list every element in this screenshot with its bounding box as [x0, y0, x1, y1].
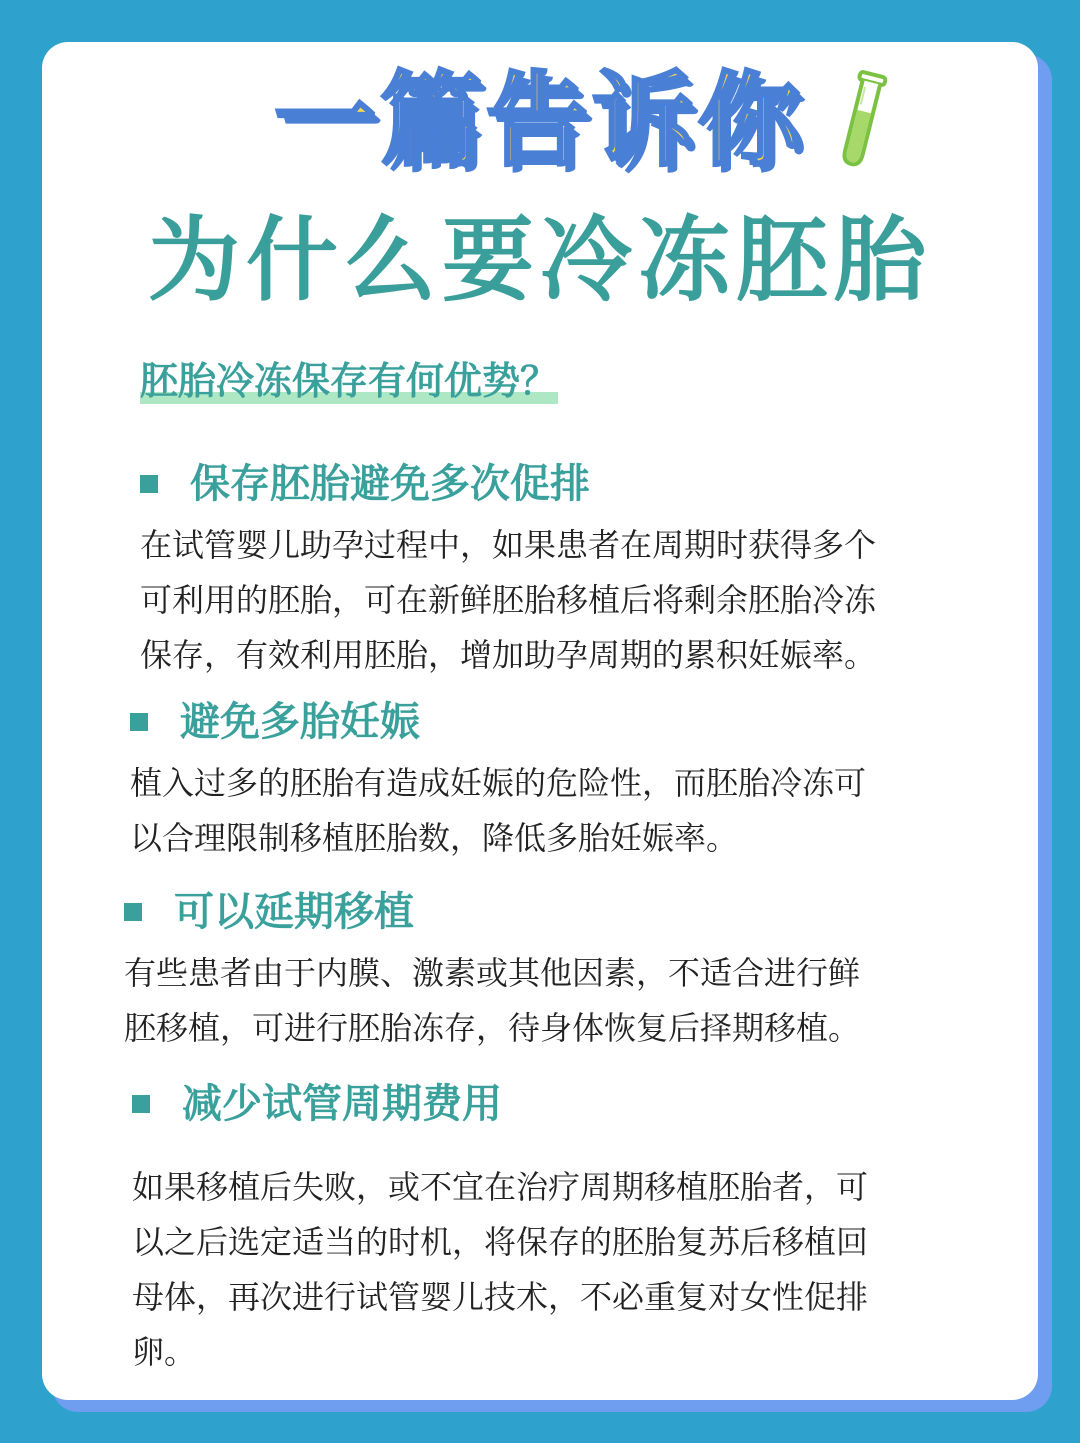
- section-body: [130, 756, 930, 866]
- body-line: 保存，有效利用胚胎，增加助孕周期的累积妊娠率。: [140, 636, 877, 674]
- body-line: 在试管婴儿助孕过程中，如果患者在周期时获得多个: [140, 526, 877, 564]
- square-bullet-icon: [140, 475, 158, 493]
- square-bullet-icon: [132, 1095, 150, 1113]
- section-title: 可以延期移植: [174, 889, 414, 935]
- section-title: 保存胚胎避免多次促排: [190, 461, 590, 507]
- section-body: [124, 946, 924, 1056]
- body-line: 卵。: [132, 1333, 197, 1371]
- body-line: 如果移植后失败，或不宜在治疗周期移植胚胎者，可: [132, 1168, 869, 1206]
- section-avoid-multiple-pregnancy: [130, 694, 930, 866]
- section-body: [140, 518, 940, 683]
- body-line: 以合理限制移植胚胎数，降低多胎妊娠率。: [130, 819, 739, 857]
- square-bullet-icon: [130, 713, 148, 731]
- question-heading-wrap: [140, 356, 558, 406]
- body-line: 植入过多的胚胎有造成妊娠的危险性，而胚胎冷冻可: [130, 764, 867, 802]
- section-title: 避免多胎妊娠: [180, 699, 420, 745]
- section-title: 减少试管周期费用: [182, 1081, 502, 1127]
- question-heading: [140, 356, 558, 406]
- title-line-1: 一篇告诉你: [274, 62, 804, 181]
- question-text: 胚胎冷冻保存有何优势？: [140, 359, 559, 403]
- title-row: [0, 62, 1080, 182]
- body-line: 母体，再次进行试管婴儿技术，不必重复对女性促排: [132, 1278, 869, 1316]
- section-header: [132, 1076, 932, 1132]
- section-store-embryos: [140, 456, 940, 683]
- test-tube-icon: [826, 65, 896, 175]
- square-bullet-icon: [124, 903, 142, 921]
- body-line: 可利用的胚胎，可在新鲜胚胎移植后将剩余胚胎冷冻: [140, 581, 877, 619]
- body-line: 胚移植，可进行胚胎冻存，待身体恢复后择期移植。: [124, 1009, 861, 1047]
- title-line-2: 为什么要冷冻胚胎: [147, 207, 932, 314]
- body-line: 以之后选定适当的时机，将保存的胚胎复苏后移植回: [132, 1223, 869, 1261]
- section-header: [140, 456, 940, 512]
- body-line: 有些患者由于内膜、激素或其他因素，不适合进行鲜: [124, 954, 861, 992]
- section-header: [130, 694, 930, 750]
- section-body: [132, 1160, 932, 1380]
- section-reduce-cost: [132, 1076, 932, 1380]
- section-header: [124, 884, 924, 940]
- section-delayed-transfer: [124, 884, 924, 1056]
